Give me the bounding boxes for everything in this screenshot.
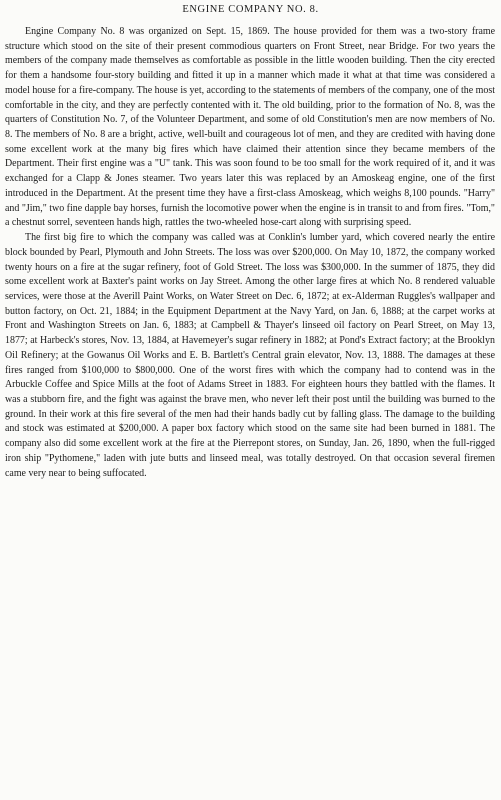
page-heading: ENGINE COMPANY NO. 8.: [182, 4, 319, 15]
paragraph-fire-record: The first big fire to which the company was called was at Conklin's lumber yard, which covered nearly the entire block bounded by Pearl, Plymouth and John Streets. The loss was over $200,000. On May 10, 1872, the company worked twenty hours on a fire at the sugar refinery, foot of Gold Street. The loss was $300,000. In the summer of 1875, they did some excellent work at Baxter's paint works on Jay Street. Among the other large fires at which No. 8 rendered valuable services, were those at the Averill Paint Works, on Water Street on Dec. 6, 1872; at ex-Alderman Ruggles's wallpaper and button factory, on Oct. 21, 1884; in the Equipment Department at the Navy Yard, on Jan. 6, 1888; at the carpet works at Front and Washington Streets on Jan. 6, 1883; at Campbell & Thayer's linseed oil factory on Pearl Street, on May 13, 1877; at Harbeck's stores, Nov. 13, 1884, at Havemeyer's sugar refinery in 1882; at Pond's Extract factory; at the Brooklyn Oil Refinery; at the Gowanus Oil Works and E. B. Bartlett's Central grain elevator, Nov. 13, 1888. The damages at these fires ranged from $100,000 to $800,000. One of the worst fires with which the company had to contend was in the Arbuckle Coffee and Spice Mills at the foot of Adams Street in 1883. For eighteen hours they battled with the flames. It was a stubborn fire, and the fight was against the brave men, who never left their post until the building was burned to the ground. In their work at this fire several of the men had their hands badly cut by falling glass. The damage to the building and stock was estimated at $200,000. A paper box factory which stood on the same site had been burned in 1881. The company also did some excellent work at the fire at the Pierrepont stores, on Sunday, Jan. 26, 1890, when the full-rigged iron ship "Pythomene," laden with jute butts and linseed meal, was totally destroyed. On that occasion several firemen came very near to being suffocated.: [5, 232, 495, 479]
body-text: [5, 25, 495, 481]
paragraph-organization-history: Engine Company No. 8 was organized on Sept. 15, 1869. The house provided for them was a two-story frame structure which stood on the site of their present commodious quarters on Front Street, near Bridge. For two years the members of the company made themselves as comfortable as possible in the little wooden building. Then the city erected for them a handsome four-story building and fitted it up in a manner which made it what at that time was considered a model house for a fire-company. The house is yet, according to the statements of members of the company, one of the most comfortable in the city, and they are perfectly contented with it. The old building, prior to the formation of No. 8, was the quarters of Constitution No. 7, of the Volunteer Department, and some of old Constitution's men are now members of No. 8. The members of No. 8 are a bright, active, well-built and courageous lot of men, and they are credited with having done some excellent work at the many big fires which have claimed their attention since they became members of the Department. Their first engine was a "U" tank. This was soon found to be too small for the work required of it, and it was exchanged for a Clapp & Jones steamer. Two years later this was replaced by an Amoskeag engine, one of the first introduced in the Department. At the present time they have a first-class Amoskeag, which weighs 8,100 pounds. "Harry" and "Jim," two fine dapple bay horses, furnish the locomotive power when the engine is in transit to and from fires. "Tom," a chestnut sorrel, seventeen hands high, rattles the two-wheeled hose-cart along with surprising speed.: [5, 26, 495, 229]
